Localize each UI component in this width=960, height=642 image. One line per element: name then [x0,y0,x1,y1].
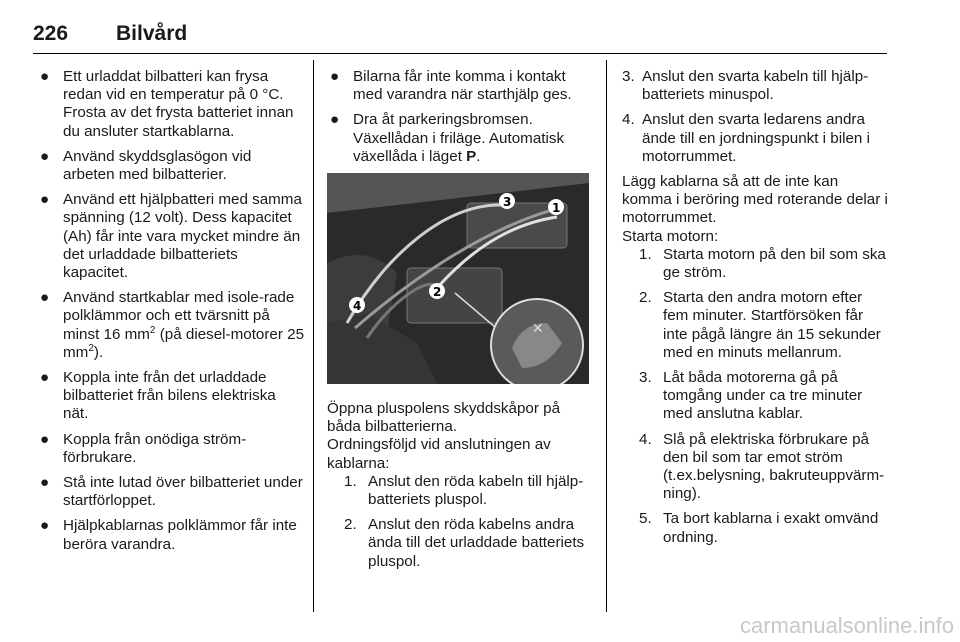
list-item: 4. Slå på elektriska förbrukare på den bil som tar emot ström (t.ex.belysning, bakruteuppvärm-ning). [639,430,885,503]
list-item: 4. Anslut den svarta ledarens andra ände till en jordningspunkt i bilen i motorrummet. [622,111,870,165]
jump-start-illustration [327,173,589,384]
list-item: ● Bilarna får inte komma i kontakt med varandra när starthjälp ges. [330,68,572,104]
paragraph: Starta motorn: [622,227,719,245]
svg-text:2: 2 [433,285,442,300]
list-item: 3. Låt båda motorerna gå på tomgång under ca tre minuter med anslutna kablar. [639,369,863,423]
svg-text:3: 3 [503,195,512,210]
paragraph: Ordningsföljd vid anslutningen av kablarna: [327,436,551,472]
engine-bay-illustration [327,173,589,384]
paragraph: Lägg kablarna så att de inte kan komma i beröring med roterande delar i motorrummet. [622,173,888,227]
column-divider [313,60,314,612]
list-item: ● Ett urladdat bilbatteri kan frysa redan vid en temperatur på 0 °C. Frosta av det frysta batteriet innan du ansluter startkablarna. [40,68,294,140]
paragraph: Öppna pluspolens skyddskåpor på båda bilbatterierna. [327,400,561,436]
column-2 [327,68,595,578]
column-1 [37,68,305,561]
list-item: ● Använd startkablar med isole-rade polklämmor och ett tvärsnitt på minst 16 $mm^2$ (på diesel-motorer 25 $mm^2$). [40,289,305,361]
list-item: 3. Anslut den svarta kabeln till hjälp-batteriets minuspol. [622,68,869,104]
watermark: carmanualsonline.info [739,613,954,638]
list-item: 5. Ta bort kablarna i exakt omvänd ordning. [639,510,879,546]
list-item: ● Koppla inte från det urladdade bilbatteriet från bilens elektriska nät. [40,369,276,423]
list-item: 2. Starta den andra motorn efter fem minuter. Startförsöken får inte pågå längre än 15 sekunder med en minuts mellanrum. [639,289,881,361]
svg-text:4: 4 [353,299,362,314]
list-item: ● Koppla från onödiga ström-förbrukare. [40,430,247,466]
page-title: Bilvård [116,22,188,45]
list-item: 1. Starta motorn på den bil som ska ge ström. [639,245,886,282]
list-item: 1. Anslut den röda kabeln till hjälp-batteriets pluspol. [344,472,584,509]
svg-text:✕: ✕ [532,321,544,338]
column-divider [606,60,607,612]
list-item: ● Använd ett hjälpbatteri med samma spänning (12 volt). Dess kapacitet (Ah) får inte vara mycket mindre än det urladdade bilbatteriets kapacitet. [40,191,302,282]
column-3 [622,68,890,554]
list-item: ● Stå inte lutad över bilbatteriet under startförloppet. [40,474,303,510]
list-item: ● Använd skyddsglasögon vid arbeten med bilbatterier. [40,147,252,184]
list-item: 2. Anslut den röda kabelns andra ända till det urladdade batteriets pluspol. [344,516,585,570]
list-item: ● Dra åt parkeringsbromsen. Växellådan i friläge. Automatisk växellåda i läget P. [330,111,565,165]
svg-text:1: 1 [552,201,561,216]
list-item: ● Hjälpkablarnas polklämmor får inte beröra varandra. [40,517,297,553]
header-rule [33,53,887,54]
page-number: 226 [33,22,69,45]
